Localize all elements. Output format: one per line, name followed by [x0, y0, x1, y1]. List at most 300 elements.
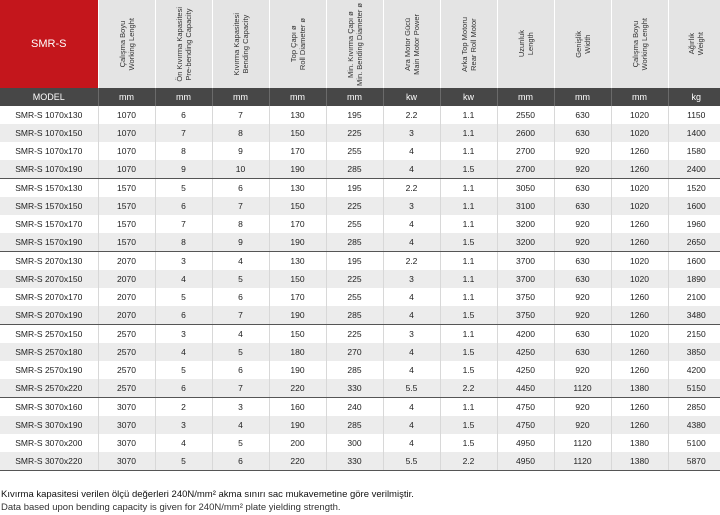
value-cell: 630	[554, 124, 611, 142]
value-cell: 920	[554, 142, 611, 160]
column-header-tr: Ağırlık	[687, 33, 697, 55]
value-cell: 920	[554, 398, 611, 417]
table-row	[0, 306, 720, 325]
column-header-tr: Top Çapı ø	[288, 25, 298, 63]
value-cell: 1150	[668, 106, 720, 124]
value-cell: 3	[212, 398, 269, 417]
table-row	[0, 379, 720, 398]
value-cell: 7	[212, 306, 269, 325]
value-cell: 1070	[98, 106, 155, 124]
value-cell: 1890	[668, 270, 720, 288]
value-cell: 1.1	[440, 124, 497, 142]
value-cell: 300	[326, 434, 383, 452]
value-cell: 4	[383, 343, 440, 361]
value-cell: 5.5	[383, 379, 440, 398]
value-cell: 4	[383, 306, 440, 325]
value-cell: 4	[212, 252, 269, 271]
value-cell: 190	[269, 160, 326, 179]
column-header-en: Bending Capacity	[240, 14, 250, 74]
value-cell: 255	[326, 142, 383, 160]
value-cell: 170	[269, 288, 326, 306]
unit-cell: mm	[269, 88, 326, 106]
footnote-tr: Kıvırma kapasitesi verilen ölçü değerleri 240N/mm² akma sınırı sac mukavemetine göre verilmiştir.	[1, 489, 414, 500]
value-cell: 1260	[611, 398, 668, 417]
footnote	[1, 489, 414, 514]
value-cell: 1.1	[440, 106, 497, 124]
table-row	[0, 233, 720, 252]
value-cell: 130	[269, 252, 326, 271]
value-cell: 920	[554, 416, 611, 434]
value-cell: 4250	[497, 343, 554, 361]
value-cell: 1020	[611, 124, 668, 142]
value-cell: 1.5	[440, 233, 497, 252]
unit-cell: mm	[554, 88, 611, 106]
value-cell: 285	[326, 306, 383, 325]
value-cell: 225	[326, 197, 383, 215]
unit-cell: mm	[212, 88, 269, 106]
value-cell: 4	[155, 270, 212, 288]
value-cell: 200	[269, 434, 326, 452]
value-cell: 1520	[668, 179, 720, 198]
value-cell: 2.2	[440, 379, 497, 398]
column-header	[440, 0, 497, 88]
model-cell: SMR-S 3070x200	[0, 434, 98, 452]
value-cell: 6	[212, 288, 269, 306]
model-cell: SMR-S 1570x170	[0, 215, 98, 233]
table-row	[0, 343, 720, 361]
value-cell: 2570	[98, 325, 155, 344]
column-header-tr: Çalışma Boyu	[630, 20, 640, 68]
model-column-label: MODEL	[0, 88, 98, 106]
value-cell: 5	[212, 343, 269, 361]
value-cell: 190	[269, 306, 326, 325]
value-cell: 2.2	[383, 179, 440, 198]
model-cell: SMR-S 3070x160	[0, 398, 98, 417]
model-cell: SMR-S 1070x150	[0, 124, 98, 142]
value-cell: 5	[212, 434, 269, 452]
unit-cell: mm	[611, 88, 668, 106]
value-cell: 630	[554, 252, 611, 271]
unit-row	[0, 88, 720, 106]
value-cell: 3750	[497, 288, 554, 306]
unit-cell: kw	[383, 88, 440, 106]
model-cell: SMR-S 2070x130	[0, 252, 98, 271]
value-cell: 1380	[611, 434, 668, 452]
value-cell: 150	[269, 270, 326, 288]
value-cell: 3050	[497, 179, 554, 198]
value-cell: 630	[554, 179, 611, 198]
value-cell: 1020	[611, 197, 668, 215]
model-cell: SMR-S 3070x190	[0, 416, 98, 434]
value-cell: 4	[155, 434, 212, 452]
value-cell: 7	[212, 379, 269, 398]
value-cell: 2070	[98, 288, 155, 306]
table-row	[0, 416, 720, 434]
value-cell: 5	[155, 452, 212, 471]
value-cell: 6	[212, 361, 269, 379]
unit-cell: mm	[155, 88, 212, 106]
value-cell: 5	[212, 270, 269, 288]
value-cell: 2570	[98, 361, 155, 379]
model-cell: SMR-S 1570x190	[0, 233, 98, 252]
value-cell: 3070	[98, 452, 155, 471]
header-row	[0, 0, 720, 88]
value-cell: 3200	[497, 233, 554, 252]
table-row	[0, 452, 720, 471]
value-cell: 130	[269, 179, 326, 198]
value-cell: 285	[326, 416, 383, 434]
value-cell: 4	[383, 215, 440, 233]
value-cell: 4	[383, 233, 440, 252]
column-header-en: Weight	[696, 32, 706, 56]
value-cell: 4	[383, 142, 440, 160]
value-cell: 2550	[497, 106, 554, 124]
value-cell: 4	[212, 325, 269, 344]
value-cell: 630	[554, 325, 611, 344]
value-cell: 1070	[98, 160, 155, 179]
value-cell: 170	[269, 215, 326, 233]
column-header-en: Width	[582, 34, 592, 54]
model-cell: SMR-S 2070x170	[0, 288, 98, 306]
value-cell: 1260	[611, 233, 668, 252]
value-cell: 1380	[611, 379, 668, 398]
value-cell: 1600	[668, 252, 720, 271]
unit-cell: kw	[440, 88, 497, 106]
table-row	[0, 398, 720, 417]
column-header-tr: Ara Motor Gücü	[402, 17, 412, 71]
value-cell: 2100	[668, 288, 720, 306]
value-cell: 6	[155, 379, 212, 398]
value-cell: 7	[155, 215, 212, 233]
model-cell: SMR-S 1070x170	[0, 142, 98, 160]
value-cell: 1020	[611, 179, 668, 198]
value-cell: 1020	[611, 106, 668, 124]
value-cell: 630	[554, 270, 611, 288]
value-cell: 2070	[98, 270, 155, 288]
value-cell: 1.1	[440, 197, 497, 215]
value-cell: 195	[326, 252, 383, 271]
model-cell: SMR-S 2070x150	[0, 270, 98, 288]
table-row	[0, 124, 720, 142]
value-cell: 8	[155, 233, 212, 252]
value-cell: 4450	[497, 379, 554, 398]
model-cell: SMR-S 3070x220	[0, 452, 98, 471]
value-cell: 190	[269, 361, 326, 379]
value-cell: 1260	[611, 160, 668, 179]
value-cell: 9	[212, 233, 269, 252]
column-header	[383, 0, 440, 88]
value-cell: 4250	[497, 361, 554, 379]
value-cell: 3200	[497, 215, 554, 233]
value-cell: 1600	[668, 197, 720, 215]
value-cell: 285	[326, 361, 383, 379]
model-cell: SMR-S 2570x220	[0, 379, 98, 398]
value-cell: 1260	[611, 361, 668, 379]
value-cell: 2	[155, 398, 212, 417]
column-header-tr: Çalışma Boyu	[117, 20, 127, 68]
column-header	[155, 0, 212, 88]
unit-cell: mm	[98, 88, 155, 106]
unit-cell: mm	[497, 88, 554, 106]
value-cell: 2.2	[440, 452, 497, 471]
value-cell: 1.5	[440, 434, 497, 452]
value-cell: 150	[269, 325, 326, 344]
table-row	[0, 252, 720, 271]
value-cell: 1020	[611, 270, 668, 288]
value-cell: 195	[326, 179, 383, 198]
value-cell: 2600	[497, 124, 554, 142]
value-cell: 2700	[497, 160, 554, 179]
value-cell: 4750	[497, 398, 554, 417]
column-header-en: Min. Bending Diameter ø	[354, 2, 364, 86]
column-header-tr: Uzunluk	[516, 30, 526, 58]
value-cell: 1580	[668, 142, 720, 160]
value-cell: 3	[155, 325, 212, 344]
table-row	[0, 197, 720, 215]
value-cell: 1.1	[440, 288, 497, 306]
value-cell: 240	[326, 398, 383, 417]
value-cell: 1.5	[440, 416, 497, 434]
value-cell: 2650	[668, 233, 720, 252]
value-cell: 5100	[668, 434, 720, 452]
value-cell: 2070	[98, 252, 155, 271]
table-row	[0, 361, 720, 379]
column-header-en: Working Lenght	[126, 17, 136, 71]
column-header	[98, 0, 155, 88]
table-body	[0, 106, 720, 471]
value-cell: 3700	[497, 252, 554, 271]
value-cell: 4200	[668, 361, 720, 379]
value-cell: 9	[212, 142, 269, 160]
table-row	[0, 270, 720, 288]
column-header-en: Pre-bending Capacity	[183, 7, 193, 81]
value-cell: 10	[212, 160, 269, 179]
column-header-en: Rear Roll Motor	[468, 17, 478, 71]
value-cell: 330	[326, 452, 383, 471]
series-label: SMR-S	[0, 0, 98, 88]
table-row	[0, 142, 720, 160]
value-cell: 150	[269, 124, 326, 142]
value-cell: 4	[383, 361, 440, 379]
value-cell: 220	[269, 452, 326, 471]
value-cell: 7	[155, 124, 212, 142]
value-cell: 3480	[668, 306, 720, 325]
value-cell: 180	[269, 343, 326, 361]
value-cell: 1.5	[440, 361, 497, 379]
value-cell: 2400	[668, 160, 720, 179]
value-cell: 4950	[497, 434, 554, 452]
value-cell: 2570	[98, 379, 155, 398]
model-cell: SMR-S 1070x130	[0, 106, 98, 124]
value-cell: 220	[269, 379, 326, 398]
value-cell: 1260	[611, 215, 668, 233]
value-cell: 3	[383, 325, 440, 344]
value-cell: 2570	[98, 343, 155, 361]
value-cell: 4750	[497, 416, 554, 434]
unit-cell: mm	[326, 88, 383, 106]
value-cell: 1570	[98, 233, 155, 252]
table-row	[0, 434, 720, 452]
model-cell: SMR-S 2570x150	[0, 325, 98, 344]
value-cell: 6	[155, 106, 212, 124]
value-cell: 630	[554, 343, 611, 361]
value-cell: 270	[326, 343, 383, 361]
value-cell: 8	[212, 215, 269, 233]
value-cell: 225	[326, 124, 383, 142]
unit-cell: kg	[668, 88, 720, 106]
value-cell: 1070	[98, 142, 155, 160]
value-cell: 1020	[611, 325, 668, 344]
value-cell: 9	[155, 160, 212, 179]
value-cell: 1020	[611, 252, 668, 271]
value-cell: 225	[326, 270, 383, 288]
value-cell: 1120	[554, 434, 611, 452]
value-cell: 2.2	[383, 252, 440, 271]
value-cell: 4380	[668, 416, 720, 434]
value-cell: 1.1	[440, 325, 497, 344]
value-cell: 1.1	[440, 215, 497, 233]
value-cell: 920	[554, 288, 611, 306]
value-cell: 920	[554, 160, 611, 179]
value-cell: 920	[554, 306, 611, 325]
value-cell: 920	[554, 215, 611, 233]
value-cell: 4	[383, 416, 440, 434]
value-cell: 160	[269, 398, 326, 417]
value-cell: 1260	[611, 142, 668, 160]
value-cell: 8	[212, 124, 269, 142]
value-cell: 3700	[497, 270, 554, 288]
table-row	[0, 325, 720, 344]
value-cell: 6	[155, 306, 212, 325]
value-cell: 4	[383, 288, 440, 306]
table-row	[0, 215, 720, 233]
value-cell: 225	[326, 325, 383, 344]
column-header-en: Main Motor Power	[411, 13, 421, 75]
value-cell: 4	[383, 398, 440, 417]
value-cell: 6	[155, 197, 212, 215]
value-cell: 1.5	[440, 306, 497, 325]
value-cell: 1570	[98, 179, 155, 198]
value-cell: 2850	[668, 398, 720, 417]
column-header	[326, 0, 383, 88]
value-cell: 920	[554, 233, 611, 252]
value-cell: 1070	[98, 124, 155, 142]
value-cell: 1.1	[440, 179, 497, 198]
value-cell: 1120	[554, 452, 611, 471]
value-cell: 1380	[611, 452, 668, 471]
value-cell: 4950	[497, 452, 554, 471]
value-cell: 6	[212, 452, 269, 471]
model-cell: SMR-S 2570x180	[0, 343, 98, 361]
value-cell: 1120	[554, 379, 611, 398]
value-cell: 1.1	[440, 252, 497, 271]
value-cell: 3	[155, 252, 212, 271]
value-cell: 1260	[611, 416, 668, 434]
value-cell: 285	[326, 233, 383, 252]
value-cell: 255	[326, 215, 383, 233]
value-cell: 8	[155, 142, 212, 160]
value-cell: 2150	[668, 325, 720, 344]
value-cell: 170	[269, 142, 326, 160]
value-cell: 3070	[98, 416, 155, 434]
value-cell: 2700	[497, 142, 554, 160]
value-cell: 3100	[497, 197, 554, 215]
value-cell: 190	[269, 233, 326, 252]
value-cell: 1400	[668, 124, 720, 142]
table-row	[0, 288, 720, 306]
model-cell: SMR-S 1570x150	[0, 197, 98, 215]
value-cell: 5	[155, 361, 212, 379]
column-header-tr: Arka Top Motoru	[459, 16, 469, 72]
value-cell: 5.5	[383, 452, 440, 471]
footnote-en: Data based upon bending capacity is given for 240N/mm² plate yielding strength.	[1, 501, 341, 513]
value-cell: 4	[155, 343, 212, 361]
value-cell: 5	[155, 288, 212, 306]
table-row	[0, 160, 720, 179]
value-cell: 6	[212, 179, 269, 198]
value-cell: 1260	[611, 343, 668, 361]
column-header	[668, 0, 720, 88]
value-cell: 1570	[98, 197, 155, 215]
value-cell: 255	[326, 288, 383, 306]
value-cell: 285	[326, 160, 383, 179]
value-cell: 5870	[668, 452, 720, 471]
value-cell: 3070	[98, 434, 155, 452]
table-row	[0, 106, 720, 124]
model-cell: SMR-S 1070x190	[0, 160, 98, 179]
column-header-tr: Kıvırma Kapasitesi	[231, 12, 241, 76]
value-cell: 1.5	[440, 160, 497, 179]
column-header-tr: Min. Kıvırma Çapı ø	[345, 10, 355, 78]
column-header-tr: Ön Kıvırma Kapasitesi	[174, 6, 184, 82]
value-cell: 3850	[668, 343, 720, 361]
table-row	[0, 179, 720, 198]
value-cell: 1.5	[440, 343, 497, 361]
value-cell: 4	[383, 160, 440, 179]
model-cell: SMR-S 2570x190	[0, 361, 98, 379]
value-cell: 4	[383, 434, 440, 452]
value-cell: 330	[326, 379, 383, 398]
value-cell: 3	[155, 416, 212, 434]
value-cell: 195	[326, 106, 383, 124]
value-cell: 630	[554, 197, 611, 215]
value-cell: 130	[269, 106, 326, 124]
model-cell: SMR-S 2070x190	[0, 306, 98, 325]
column-header-en: Working Lenght	[639, 17, 649, 71]
value-cell: 2.2	[383, 106, 440, 124]
value-cell: 3	[383, 197, 440, 215]
value-cell: 7	[212, 106, 269, 124]
column-header	[212, 0, 269, 88]
value-cell: 5	[155, 179, 212, 198]
model-cell: SMR-S 1570x130	[0, 179, 98, 198]
value-cell: 2070	[98, 306, 155, 325]
value-cell: 1260	[611, 288, 668, 306]
value-cell: 630	[554, 106, 611, 124]
column-header	[611, 0, 668, 88]
value-cell: 3070	[98, 398, 155, 417]
value-cell: 150	[269, 197, 326, 215]
value-cell: 3	[383, 270, 440, 288]
value-cell: 1960	[668, 215, 720, 233]
value-cell: 1.1	[440, 398, 497, 417]
column-header-tr: Genişlik	[573, 30, 583, 58]
value-cell: 1.1	[440, 270, 497, 288]
column-header	[554, 0, 611, 88]
column-header-en: Roll Diameter ø	[297, 17, 307, 71]
value-cell: 1.1	[440, 142, 497, 160]
value-cell: 920	[554, 361, 611, 379]
